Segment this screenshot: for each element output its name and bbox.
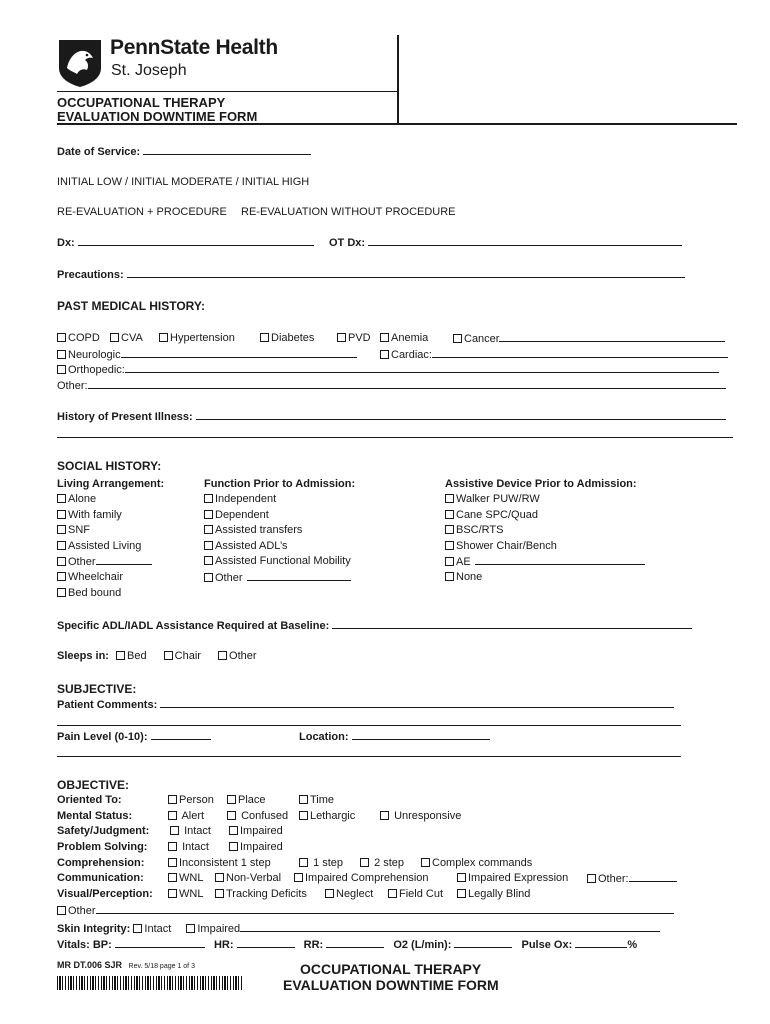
comprehension-1-step-option[interactable]: 1 step [299, 857, 343, 870]
vitals-o2-blank[interactable] [454, 938, 512, 948]
patient-comments-field[interactable] [57, 698, 674, 712]
checkbox[interactable] [57, 557, 66, 566]
checkbox[interactable] [421, 858, 430, 867]
checkbox[interactable] [57, 572, 66, 581]
pmh-copd-option[interactable]: COPD [57, 332, 100, 345]
checkbox[interactable] [380, 333, 389, 342]
objective-heading: OBJECTIVE: [57, 778, 130, 792]
cancer-blank[interactable] [499, 332, 725, 342]
sleeps-in-row [57, 650, 257, 663]
location-blank[interactable] [352, 730, 490, 740]
checkbox[interactable] [168, 795, 177, 804]
adl-baseline-blank[interactable] [332, 619, 692, 629]
dx-field[interactable] [57, 236, 314, 250]
checkbox[interactable] [57, 906, 66, 915]
checkbox[interactable] [168, 873, 177, 882]
header-rule-left [57, 91, 397, 92]
vitals-rr-blank[interactable] [326, 938, 384, 948]
checkbox[interactable] [299, 811, 308, 820]
checkbox[interactable] [227, 811, 236, 820]
checkbox[interactable] [215, 889, 224, 898]
safety-impaired-option[interactable]: Impaired [229, 825, 283, 838]
checkbox[interactable] [57, 588, 66, 597]
safety-intact-option[interactable]: Intact [170, 825, 211, 838]
checkbox[interactable] [57, 350, 66, 359]
comprehension-inconsistent-option[interactable]: Inconsistent 1 step [168, 857, 271, 870]
living-snf-option[interactable]: SNF [57, 524, 90, 537]
checkbox[interactable] [260, 333, 269, 342]
header-divider-vertical [397, 35, 399, 124]
checkbox[interactable] [133, 924, 142, 933]
vitals-o2-label: O2 (L/min): [393, 939, 452, 951]
pmh-neurologic-option[interactable]: Neurologic [57, 348, 357, 362]
sleeps-bed-option[interactable]: Bed [116, 650, 147, 662]
hpi-field[interactable] [57, 410, 726, 424]
pmh-diabetes-option[interactable]: Diabetes [260, 332, 314, 345]
dx-blank[interactable] [78, 236, 314, 246]
mental-status-label: Mental Status: [57, 810, 133, 822]
living-bed-bound-option[interactable]: Bed bound [57, 587, 121, 600]
pain-level-field[interactable] [57, 730, 211, 744]
sleeps-other-option[interactable]: Other [218, 650, 257, 662]
checkbox[interactable] [227, 795, 236, 804]
hpi-label: History of Present Illness: [57, 411, 193, 423]
location-label: Location: [299, 731, 349, 743]
ot-dx-label: OT Dx: [329, 237, 366, 249]
checkbox[interactable] [215, 873, 224, 882]
device-ae-blank[interactable] [475, 555, 645, 565]
checkbox[interactable] [168, 889, 177, 898]
subjective-heading: SUBJECTIVE: [57, 682, 137, 696]
checkbox[interactable] [445, 510, 454, 519]
checkbox[interactable] [57, 333, 66, 342]
form-title-line1: OCCUPATIONAL THERAPY [57, 95, 226, 110]
visual-wnl-option[interactable]: WNL [168, 888, 203, 901]
checkbox[interactable] [204, 573, 213, 582]
date-of-service-label: Date of Service: [57, 146, 141, 158]
safety-judgment-label: Safety/Judgment: [57, 825, 150, 837]
checkbox[interactable] [168, 842, 177, 851]
social-history-heading: SOCIAL HISTORY: [57, 459, 162, 473]
checkbox[interactable] [168, 858, 177, 867]
checkbox[interactable] [457, 873, 466, 882]
visual-neglect-option[interactable]: Neglect [325, 888, 373, 901]
communication-other-option[interactable]: Other: [587, 872, 677, 886]
checkbox[interactable] [445, 541, 454, 550]
pain-level-label: Pain Level (0-10): [57, 731, 148, 743]
pmh-cva-option[interactable]: CVA [110, 332, 143, 345]
checkbox[interactable] [204, 525, 213, 534]
checkbox[interactable] [445, 525, 454, 534]
sleeps-in-label: Sleeps in: [57, 650, 109, 662]
skin-impaired-blank[interactable] [240, 922, 660, 932]
pmh-cardiac-option[interactable]: Cardiac: [380, 348, 728, 362]
function-dependent-option[interactable]: Dependent [204, 509, 269, 522]
adl-baseline-label: Specific ADL/IADL Assistance Required at Baseline: [57, 620, 330, 632]
communication-label: Communication: [57, 872, 144, 884]
location-field[interactable] [299, 730, 490, 744]
orthopedic-blank[interactable] [125, 363, 719, 373]
pmh-other-field[interactable]: Other: [57, 379, 726, 393]
checkbox[interactable] [57, 525, 66, 534]
checkbox[interactable] [57, 510, 66, 519]
checkbox[interactable] [229, 826, 238, 835]
checkbox[interactable] [360, 858, 369, 867]
function-assisted-transfers-option[interactable]: Assisted transfers [204, 524, 302, 537]
checkbox[interactable] [337, 333, 346, 342]
living-with-family-option[interactable]: With family [57, 509, 122, 522]
checkbox[interactable] [388, 889, 397, 898]
checkbox[interactable] [57, 365, 66, 374]
checkbox[interactable] [457, 889, 466, 898]
checkbox[interactable] [186, 924, 195, 933]
checkbox[interactable] [445, 494, 454, 503]
checkbox[interactable] [57, 494, 66, 503]
checkbox[interactable] [164, 651, 173, 660]
date-of-service-blank[interactable] [143, 145, 311, 155]
ot-dx-field[interactable] [329, 236, 682, 250]
function-prior-heading: Function Prior to Admission: [204, 478, 356, 490]
checkbox[interactable] [218, 651, 227, 660]
living-other-blank[interactable] [96, 555, 152, 565]
function-assisted-mobility-option[interactable]: Assisted Functional Mobility [204, 555, 351, 568]
cardiac-blank[interactable] [432, 348, 728, 358]
dx-label: Dx: [57, 237, 75, 249]
comprehension-2-step-option[interactable]: 2 step [360, 857, 404, 870]
vitals-pulse-ox-blank[interactable] [575, 938, 627, 948]
problem-intact-option[interactable]: Intact [168, 841, 209, 854]
pmh-cancer-option[interactable]: Cancer [453, 332, 725, 346]
function-assisted-adls-option[interactable]: Assisted ADL’s [204, 540, 288, 553]
living-wheelchair-option[interactable]: Wheelchair [57, 571, 123, 584]
form-revision: Rev. 5/18 page 1 of 3 [128, 963, 195, 970]
adl-baseline-field[interactable] [57, 619, 692, 633]
checkbox[interactable] [159, 333, 168, 342]
vitals-bp-label: Vitals: BP: [57, 939, 112, 951]
oriented-person-option[interactable]: Person [168, 794, 214, 807]
barcode [57, 976, 243, 990]
objective-other-option[interactable]: Other [57, 904, 674, 918]
pmh-heading: PAST MEDICAL HISTORY: [57, 299, 206, 313]
checkbox[interactable] [299, 858, 308, 867]
checkbox[interactable] [204, 541, 213, 550]
living-other-option[interactable]: Other [57, 555, 152, 569]
vitals-hr-blank[interactable] [237, 938, 295, 948]
checkbox[interactable] [299, 795, 308, 804]
pain-level-blank[interactable] [151, 730, 211, 740]
checkbox[interactable] [445, 572, 454, 581]
vitals-percent: % [627, 939, 638, 951]
objective-other-blank[interactable] [96, 904, 674, 914]
visual-perception-label: Visual/Perception: [57, 888, 153, 900]
device-shower-chair-option[interactable]: Shower Chair/Bench [445, 540, 557, 553]
checkbox[interactable] [325, 889, 334, 898]
comprehension-complex-option[interactable]: Complex commands [421, 857, 532, 870]
problem-impaired-option[interactable]: Impaired [229, 841, 283, 854]
reeval-with-procedure[interactable]: RE-EVALUATION + PROCEDURE [57, 206, 227, 218]
device-ae-option[interactable]: AE [445, 555, 645, 569]
skin-integrity-row [57, 922, 660, 936]
checkbox[interactable] [168, 811, 177, 820]
checkbox[interactable] [204, 510, 213, 519]
assistive-device-heading: Assistive Device Prior to Admission: [445, 478, 637, 490]
precautions-label: Precautions: [57, 269, 124, 281]
vitals-bp-blank[interactable] [115, 938, 205, 948]
checkbox[interactable] [116, 651, 125, 660]
device-walker-option[interactable]: Walker PUW/RW [445, 493, 540, 506]
initial-eval-options[interactable]: INITIAL LOW / INITIAL MODERATE / INITIAL HIGH [57, 176, 310, 188]
checkbox[interactable] [294, 873, 303, 882]
checkbox[interactable] [587, 874, 596, 883]
checkbox[interactable] [57, 541, 66, 550]
oriented-place-option[interactable]: Place [227, 794, 266, 807]
checkbox[interactable] [453, 334, 462, 343]
patient-comments-label: Patient Comments: [57, 699, 158, 711]
checkbox[interactable] [229, 842, 238, 851]
living-arrangement-heading: Living Arrangement: [57, 478, 165, 490]
communication-wnl-option[interactable]: WNL [168, 872, 203, 885]
checkbox[interactable] [380, 350, 389, 359]
neurologic-blank[interactable] [121, 348, 357, 358]
communication-impaired-expression-option[interactable]: Impaired Expression [457, 872, 568, 885]
patient-comments-blank[interactable] [160, 698, 674, 708]
hpi-blank[interactable] [196, 410, 726, 420]
pmh-pvd-option[interactable]: PVD [337, 332, 371, 345]
function-other-option[interactable]: Other [204, 571, 351, 585]
vitals-rr-label: RR: [303, 939, 324, 951]
checkbox[interactable] [445, 557, 454, 566]
problem-solving-label: Problem Solving: [57, 841, 148, 853]
device-cane-option[interactable]: Cane SPC/Quad [445, 509, 538, 522]
mental-alert-option[interactable]: Alert [168, 810, 204, 823]
skin-impaired-option[interactable]: Impaired [186, 923, 660, 935]
pmh-orthopedic-option[interactable]: Orthopedic: [57, 363, 719, 377]
communication-other-blank[interactable] [629, 872, 677, 882]
communication-nonverbal-option[interactable]: Non-Verbal [215, 872, 281, 885]
penn-state-shield-logo [57, 38, 103, 88]
ot-dx-blank[interactable] [368, 236, 682, 246]
vitals-hr-label: HR: [213, 939, 234, 951]
oriented-to-label: Oriented To: [57, 794, 122, 806]
function-other-blank[interactable] [247, 571, 351, 581]
communication-impaired-comprehension-option[interactable]: Impaired Comprehension [294, 872, 429, 885]
visual-tracking-option[interactable]: Tracking Deficits [215, 888, 307, 901]
living-alone-option[interactable]: Alone [57, 493, 96, 506]
precautions-blank[interactable] [127, 268, 685, 278]
footer-title-line1: OCCUPATIONAL THERAPY [300, 961, 482, 977]
checkbox[interactable] [204, 494, 213, 503]
living-assisted-option[interactable]: Assisted Living [57, 540, 141, 553]
sleeps-chair-option[interactable]: Chair [164, 650, 201, 662]
pmh-anemia-option[interactable]: Anemia [380, 332, 428, 345]
form-title-line2: EVALUATION DOWNTIME FORM [57, 109, 258, 124]
hpi-blank-line2[interactable] [57, 437, 733, 438]
reeval-without-procedure[interactable]: RE-EVALUATION WITHOUT PROCEDURE [241, 206, 456, 218]
pain-blank-line2[interactable] [57, 756, 681, 757]
date-of-service-field[interactable] [57, 145, 311, 159]
form-code: MR DT.006 SJR Rev. 5/18 page 1 of 3 [57, 960, 195, 970]
comprehension-label: Comprehension: [57, 857, 145, 869]
mental-unresponsive-option[interactable]: Unresponsive [380, 810, 461, 823]
patient-comments-blank-line2[interactable] [57, 725, 681, 726]
brand-location: St. Joseph [111, 62, 187, 79]
vitals-pulse-ox-label: Pulse Ox: [521, 939, 573, 951]
precautions-field[interactable] [57, 268, 685, 282]
checkbox[interactable] [380, 811, 389, 820]
device-none-option[interactable]: None [445, 571, 482, 584]
visual-field-cut-option[interactable]: Field Cut [388, 888, 443, 901]
checkbox[interactable] [110, 333, 119, 342]
brand-name: PennState Health [110, 36, 278, 59]
function-independent-option[interactable]: Independent [204, 493, 276, 506]
mental-lethargic-option[interactable]: Lethargic [299, 810, 355, 823]
vitals-row [57, 938, 637, 952]
skin-intact-option[interactable]: Intact [133, 923, 171, 935]
pmh-hypertension-option[interactable]: Hypertension [159, 332, 235, 345]
device-bsc-option[interactable]: BSC/RTS [445, 524, 503, 537]
skin-integrity-label: Skin Integrity: [57, 923, 131, 935]
checkbox[interactable] [170, 826, 179, 835]
checkbox[interactable] [204, 556, 213, 565]
visual-legally-blind-option[interactable]: Legally Blind [457, 888, 530, 901]
mental-confused-option[interactable]: Confused [227, 810, 288, 823]
pmh-other-blank[interactable] [88, 379, 726, 389]
oriented-time-option[interactable]: Time [299, 794, 334, 807]
footer-title-line2: EVALUATION DOWNTIME FORM [283, 977, 499, 993]
